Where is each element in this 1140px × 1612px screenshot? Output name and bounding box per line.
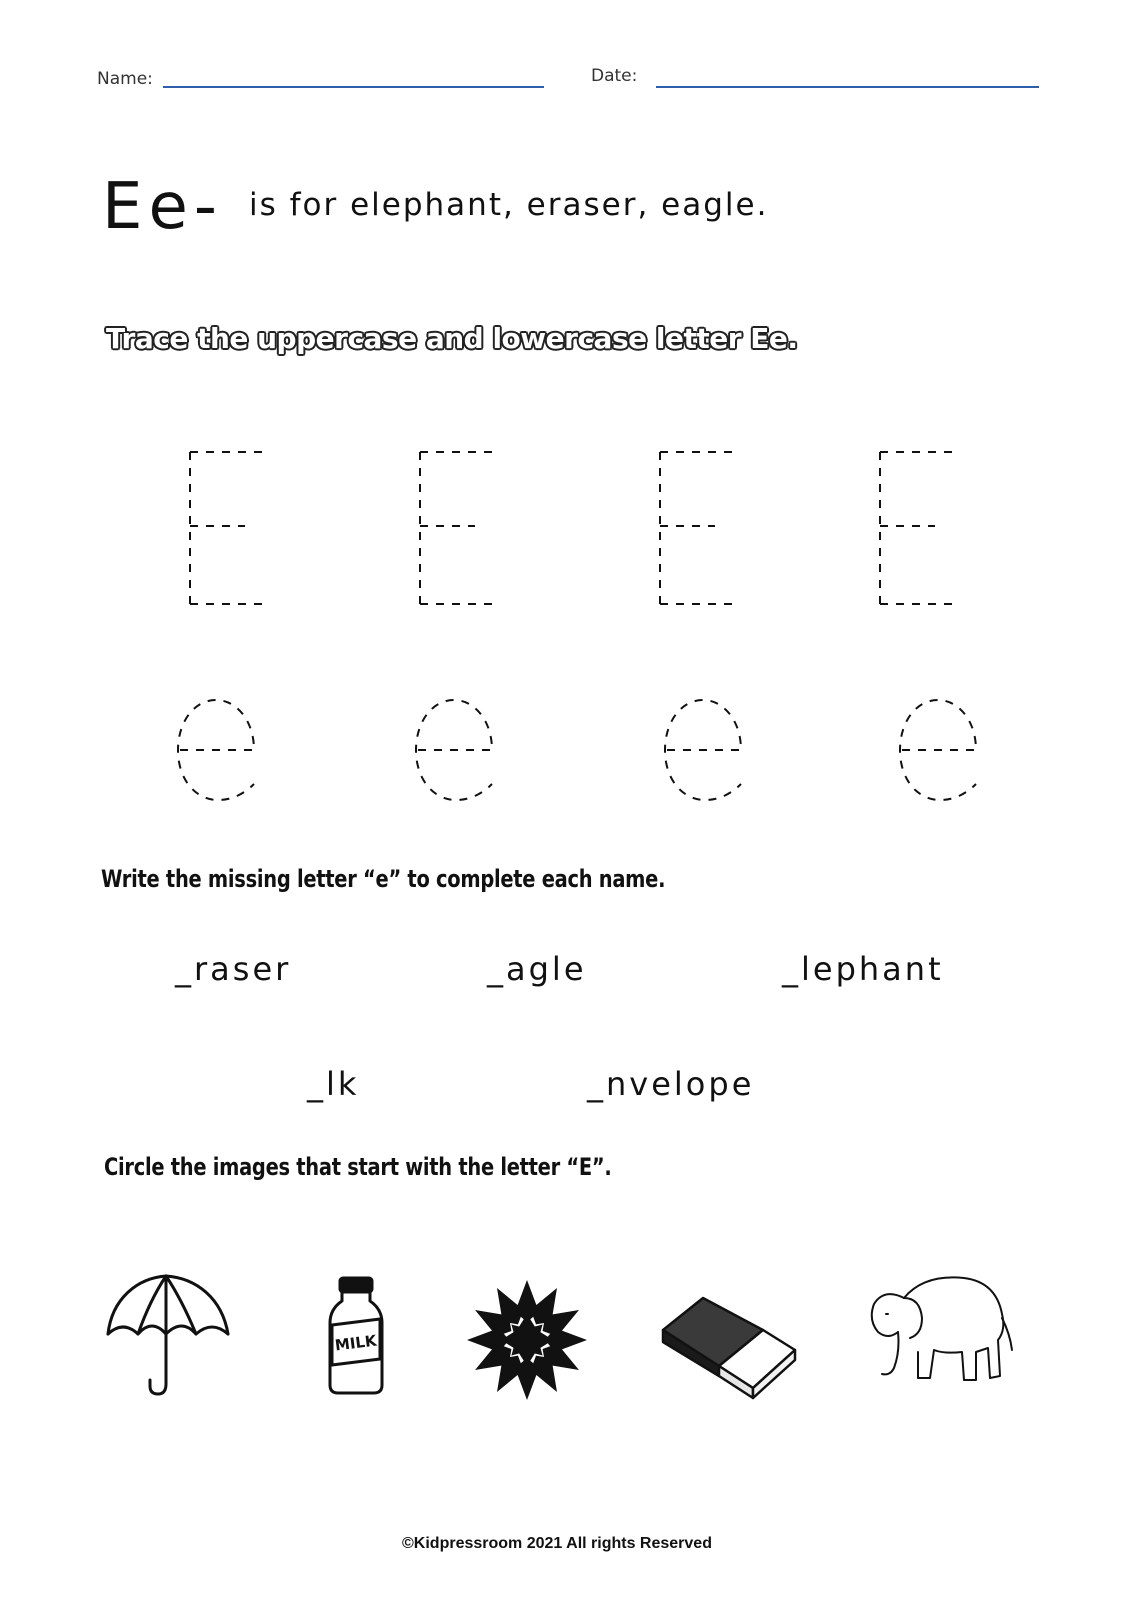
circle-images-heading: Circle the images that start with the letter “E”. <box>104 1153 612 1181</box>
word-raser[interactable]: _raser <box>175 950 292 988</box>
date-label: Date: <box>591 66 638 86</box>
star-icon[interactable] <box>465 1278 589 1402</box>
missing-letter-heading: Write the missing letter “e” to complete each name. <box>101 865 666 893</box>
word-agle[interactable]: _agle <box>487 950 587 988</box>
eraser-icon[interactable] <box>655 1290 805 1400</box>
footer-copyright: ©Kidpressroom 2021 All rights Reserved <box>402 1535 712 1552</box>
trace-lowercase-e-2[interactable] <box>416 700 492 800</box>
milk-icon[interactable] <box>326 1275 386 1397</box>
name-field[interactable] <box>163 86 544 88</box>
trace-uppercase-e-1[interactable] <box>190 452 265 604</box>
word-lk[interactable]: _lk <box>307 1065 360 1103</box>
elephant-icon[interactable] <box>864 1268 1014 1388</box>
trace-lowercase-e-1[interactable] <box>178 700 254 800</box>
page-title-letter: Ee- <box>102 170 223 244</box>
trace-lowercase-e-3[interactable] <box>665 700 741 800</box>
word-nvelope[interactable]: _nvelope <box>587 1065 755 1103</box>
trace-uppercase-e-2[interactable] <box>420 452 495 604</box>
trace-uppercase-e-3[interactable] <box>660 452 735 604</box>
date-field[interactable] <box>656 86 1039 88</box>
word-lephant[interactable]: _lephant <box>782 950 944 988</box>
trace-uppercase-e-4[interactable] <box>880 452 955 604</box>
milk-text: MILK <box>333 1331 378 1355</box>
trace-lowercase-e-4[interactable] <box>900 700 976 800</box>
umbrella-icon[interactable] <box>104 1272 234 1402</box>
trace-heading: Trace the uppercase and lowercase letter Ee. <box>106 322 798 355</box>
name-label: Name: <box>97 69 153 89</box>
page-title-description: is for elephant, eraser, eagle. <box>249 187 769 223</box>
